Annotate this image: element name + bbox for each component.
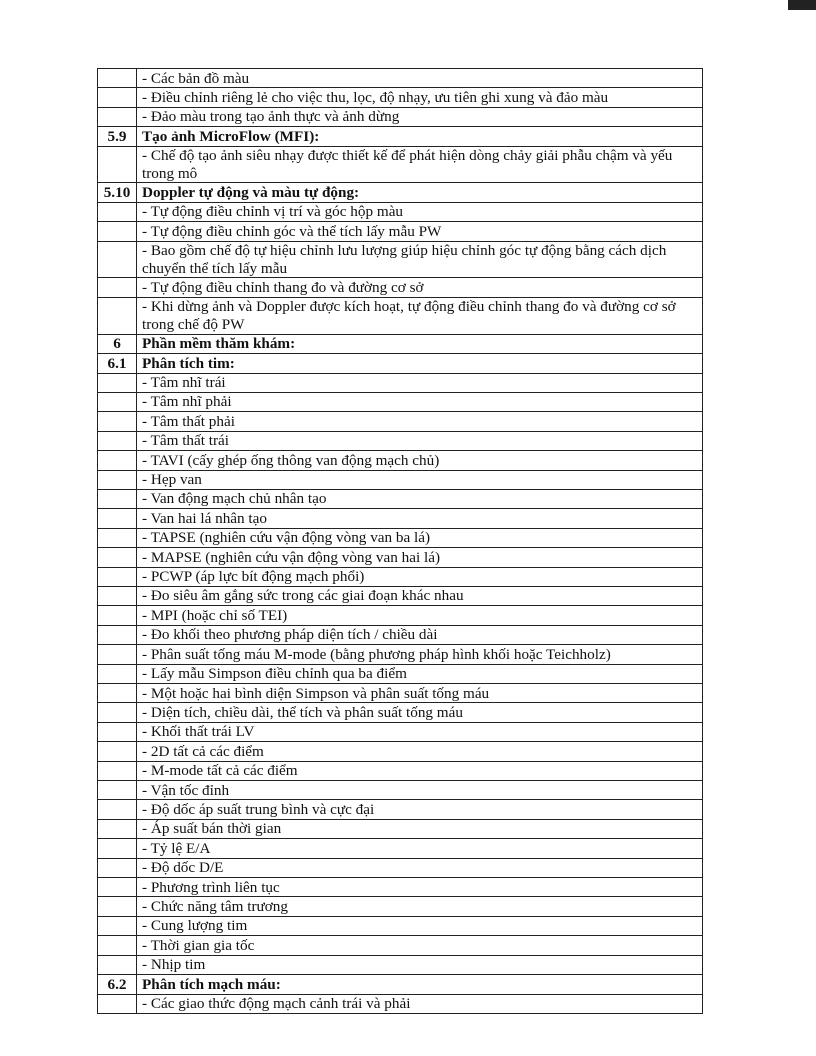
- table-row: [98, 202, 703, 221]
- table-row: [98, 451, 703, 470]
- section-number: [98, 392, 137, 411]
- section-title: Phần mềm thăm khám:: [137, 334, 703, 353]
- section-number: [98, 722, 137, 741]
- section-number: [98, 684, 137, 703]
- section-row: [98, 975, 703, 994]
- scan-edge-mark: [788, 0, 816, 10]
- item-text: - MPI (hoặc chỉ số TEI): [137, 606, 703, 625]
- item-text: - Chế độ tạo ảnh siêu nhạy được thiết kế để phát hiện dòng chảy giải phẫu chậm và yếu trong mô: [137, 146, 703, 183]
- section-number: [98, 202, 137, 221]
- section-number: [98, 431, 137, 450]
- item-text: - Van động mạch chủ nhân tạo: [137, 489, 703, 508]
- table-row: [98, 241, 703, 278]
- section-number: [98, 412, 137, 431]
- section-number: [98, 936, 137, 955]
- table-row: [98, 684, 703, 703]
- item-text: - Hẹp van: [137, 470, 703, 489]
- item-text: - Áp suất bán thời gian: [137, 819, 703, 838]
- section-number: 6.1: [98, 354, 137, 373]
- table-row: [98, 897, 703, 916]
- section-row: [98, 127, 703, 146]
- item-text: - MAPSE (nghiên cứu vận động vòng van hai lá): [137, 548, 703, 567]
- table-row: [98, 146, 703, 183]
- item-text: - Các giao thức động mạch cảnh trái và phải: [137, 994, 703, 1013]
- item-text: - Độ dốc D/E: [137, 858, 703, 877]
- table-row: [98, 606, 703, 625]
- section-number: [98, 839, 137, 858]
- section-number: 6.2: [98, 975, 137, 994]
- section-title: Doppler tự động và màu tự động:: [137, 183, 703, 202]
- section-number: [98, 278, 137, 297]
- section-number: [98, 955, 137, 974]
- section-number: [98, 742, 137, 761]
- table-row: [98, 431, 703, 450]
- table-row: [98, 722, 703, 741]
- table-row: [98, 916, 703, 935]
- section-number: [98, 819, 137, 838]
- section-number: [98, 586, 137, 605]
- item-text: - TAPSE (nghiên cứu vận động vòng van ba lá): [137, 528, 703, 547]
- table-row: [98, 645, 703, 664]
- section-number: 5.9: [98, 127, 137, 146]
- section-number: 5.10: [98, 183, 137, 202]
- table-row: [98, 878, 703, 897]
- item-text: - Vận tốc đỉnh: [137, 781, 703, 800]
- table-row: [98, 69, 703, 88]
- item-text: - Đo siêu âm gắng sức trong các giai đoạn khác nhau: [137, 586, 703, 605]
- item-text: - Lấy mẫu Simpson điều chỉnh qua ba điểm: [137, 664, 703, 683]
- item-text: - Phương trình liên tục: [137, 878, 703, 897]
- item-text: - Một hoặc hai bình diện Simpson và phân suất tống máu: [137, 684, 703, 703]
- item-text: - Các bản đồ màu: [137, 69, 703, 88]
- item-text: - Tâm nhĩ phải: [137, 392, 703, 411]
- item-text: - Tự động điều chỉnh vị trí và góc hộp màu: [137, 202, 703, 221]
- table-row: [98, 800, 703, 819]
- item-text: - Diện tích, chiều dài, thể tích và phân suất tống máu: [137, 703, 703, 722]
- item-text: - Đo khối theo phương pháp diện tích / chiều dài: [137, 625, 703, 644]
- section-number: [98, 297, 137, 334]
- item-text: - TAVI (cấy ghép ống thông van động mạch chủ): [137, 451, 703, 470]
- item-text: - Bao gồm chế độ tự hiệu chỉnh lưu lượng giúp hiệu chỉnh góc tự động bằng cách dịch chuyển thể tích lấy mẫu: [137, 241, 703, 278]
- table-row: [98, 222, 703, 241]
- section-number: [98, 528, 137, 547]
- section-number: [98, 489, 137, 508]
- section-number: [98, 664, 137, 683]
- table-row: [98, 625, 703, 644]
- section-number: 6: [98, 334, 137, 353]
- table-row: [98, 781, 703, 800]
- section-number: [98, 858, 137, 877]
- item-text: - Tâm nhĩ trái: [137, 373, 703, 392]
- item-text: - Khi dừng ảnh và Doppler được kích hoạt, tự động điều chỉnh thang đo và đường cơ sở trong chế độ PW: [137, 297, 703, 334]
- section-number: [98, 88, 137, 107]
- item-text: - Khối thất trái LV: [137, 722, 703, 741]
- section-row: [98, 334, 703, 353]
- item-text: - Cung lượng tim: [137, 916, 703, 935]
- table-row: [98, 470, 703, 489]
- section-number: [98, 897, 137, 916]
- table-row: [98, 664, 703, 683]
- section-number: [98, 645, 137, 664]
- section-number: [98, 373, 137, 392]
- table-row: [98, 548, 703, 567]
- item-text: - Đảo màu trong tạo ảnh thực và ảnh dừng: [137, 107, 703, 126]
- item-text: - Tự động điều chỉnh góc và thể tích lấy mẫu PW: [137, 222, 703, 241]
- table-row: [98, 936, 703, 955]
- item-text: - Tự động điều chỉnh thang đo và đường cơ sở: [137, 278, 703, 297]
- table-row: [98, 839, 703, 858]
- table-row: [98, 489, 703, 508]
- item-text: - Điều chỉnh riêng lẻ cho việc thu, lọc, độ nhạy, ưu tiên ghi xung và đảo màu: [137, 88, 703, 107]
- section-row: [98, 183, 703, 202]
- section-number: [98, 451, 137, 470]
- section-number: [98, 567, 137, 586]
- table-row: [98, 373, 703, 392]
- section-row: [98, 354, 703, 373]
- section-number: [98, 146, 137, 183]
- section-number: [98, 241, 137, 278]
- item-text: - Phân suất tống máu M-mode (bằng phương pháp hình khối hoặc Teichholz): [137, 645, 703, 664]
- table-row: [98, 392, 703, 411]
- item-text: - 2D tất cả các điểm: [137, 742, 703, 761]
- table-row: [98, 994, 703, 1013]
- section-number: [98, 509, 137, 528]
- section-number: [98, 994, 137, 1013]
- section-number: [98, 800, 137, 819]
- table-row: [98, 858, 703, 877]
- section-title: Tạo ảnh MicroFlow (MFI):: [137, 127, 703, 146]
- table-row: [98, 586, 703, 605]
- item-text: - Tâm thất trái: [137, 431, 703, 450]
- section-title: Phân tích tim:: [137, 354, 703, 373]
- item-text: - M-mode tất cả các điểm: [137, 761, 703, 780]
- table-row: [98, 107, 703, 126]
- table-row: [98, 955, 703, 974]
- section-number: [98, 69, 137, 88]
- section-number: [98, 625, 137, 644]
- table-row: [98, 509, 703, 528]
- section-number: [98, 878, 137, 897]
- item-text: - Chức năng tâm trương: [137, 897, 703, 916]
- item-text: - Độ dốc áp suất trung bình và cực đại: [137, 800, 703, 819]
- specification-table: [97, 68, 703, 1014]
- table-row: [98, 88, 703, 107]
- table-row: [98, 528, 703, 547]
- item-text: - PCWP (áp lực bít động mạch phổi): [137, 567, 703, 586]
- item-text: - Van hai lá nhân tạo: [137, 509, 703, 528]
- table-row: [98, 567, 703, 586]
- table-row: [98, 412, 703, 431]
- table-row: [98, 278, 703, 297]
- table-row: [98, 742, 703, 761]
- item-text: - Tâm thất phải: [137, 412, 703, 431]
- section-number: [98, 222, 137, 241]
- section-number: [98, 761, 137, 780]
- section-number: [98, 781, 137, 800]
- table-row: [98, 703, 703, 722]
- section-number: [98, 606, 137, 625]
- section-number: [98, 703, 137, 722]
- item-text: - Nhịp tim: [137, 955, 703, 974]
- section-title: Phân tích mạch máu:: [137, 975, 703, 994]
- item-text: - Tỷ lệ E/A: [137, 839, 703, 858]
- item-text: - Thời gian gia tốc: [137, 936, 703, 955]
- table-row: [98, 819, 703, 838]
- section-number: [98, 107, 137, 126]
- section-number: [98, 470, 137, 489]
- section-number: [98, 916, 137, 935]
- table-row: [98, 761, 703, 780]
- table-row: [98, 297, 703, 334]
- section-number: [98, 548, 137, 567]
